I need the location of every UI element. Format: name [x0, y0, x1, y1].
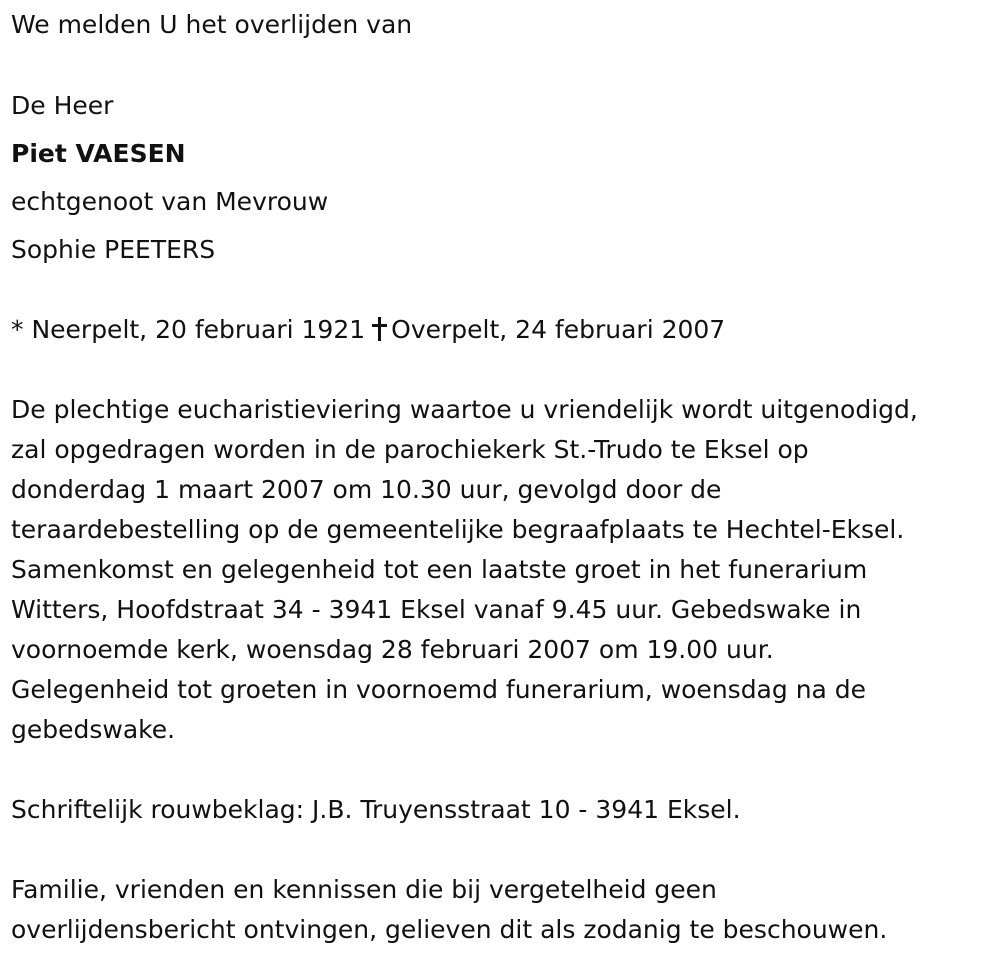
ceremony-line: zal opgedragen worden in de parochiekerk St.-Trudo te Eksel op	[11, 435, 809, 464]
ceremony-line: donderdag 1 maart 2007 om 10.30 uur, gevolgd door de	[11, 475, 722, 504]
life-dates	[11, 315, 725, 345]
death-info: Overpelt, 24 februari 2007	[391, 315, 726, 344]
ceremony-line: teraardebestelling op de gemeentelijke begraafplaats te Hechtel-Eksel.	[11, 515, 905, 544]
closing-line: overlijdensbericht ontvingen, gelieven dit als zodanig te beschouwen.	[11, 915, 888, 944]
birth-info: * Neerpelt, 20 februari 1921	[11, 315, 366, 344]
closing-line: Familie, vrienden en kennissen die bij vergetelheid geen	[11, 875, 717, 904]
closing-paragraph	[11, 870, 986, 950]
ceremony-paragraph	[11, 390, 986, 750]
ceremony-line: Samenkomst en gelegenheid tot een laatste groet in het funerarium	[11, 555, 868, 584]
ceremony-line: gebedswake.	[11, 715, 176, 744]
intro-text: We melden U het overlijden van	[11, 10, 413, 39]
cross-icon	[371, 317, 387, 341]
ceremony-line: Witters, Hoofdstraat 34 - 3941 Eksel vanaf 9.45 uur. Gebedswake in	[11, 595, 862, 624]
ceremony-line: De plechtige eucharistieviering waartoe u vriendelijk wordt uitgenodigd,	[11, 395, 918, 424]
ceremony-line: voornoemde kerk, woensdag 28 februari 2007 om 19.00 uur.	[11, 635, 774, 664]
condolences-address: Schriftelijk rouwbeklag: J.B. Truyensstraat 10 - 3941 Eksel.	[11, 795, 741, 824]
ceremony-line: Gelegenheid tot groeten in voornoemd funerarium, woensdag na de	[11, 675, 867, 704]
honorific: De Heer	[11, 91, 114, 120]
deceased-name: Piet VAESEN	[11, 139, 186, 168]
spouse-name: Sophie PEETERS	[11, 235, 216, 264]
spouse-relation: echtgenoot van Mevrouw	[11, 187, 329, 216]
